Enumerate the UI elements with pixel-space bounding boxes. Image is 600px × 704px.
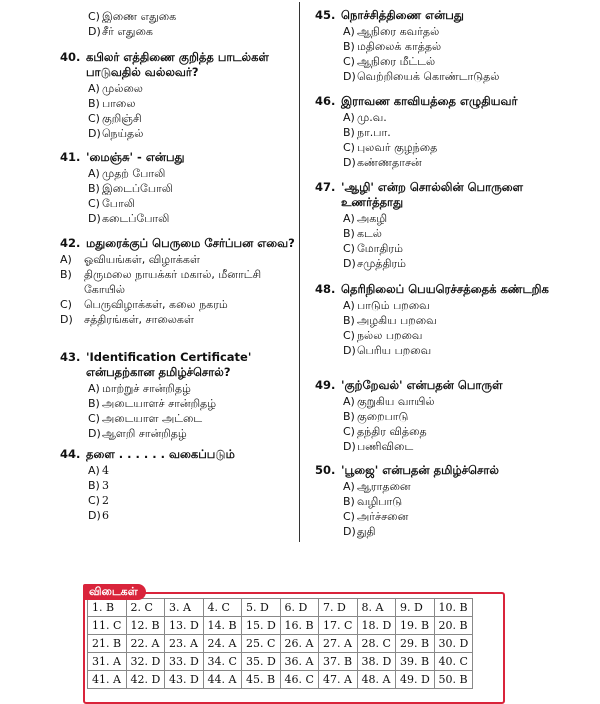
question-title bbox=[315, 94, 575, 109]
option-text: பாடும் பறவை bbox=[357, 299, 430, 312]
option-item bbox=[343, 125, 575, 140]
option-list bbox=[343, 298, 575, 358]
answer-grid bbox=[87, 598, 473, 689]
option-text: சத்திரங்கள், சாலைகள் bbox=[84, 313, 194, 326]
answer-cell: 18. D bbox=[357, 617, 396, 635]
answer-cell: 48. A bbox=[357, 671, 396, 689]
option-text: கண்ணதாசன் bbox=[357, 156, 422, 169]
answer-cell: 6. D bbox=[280, 599, 319, 617]
answer-row bbox=[88, 653, 473, 671]
column-divider bbox=[299, 2, 300, 542]
option-letter: A) bbox=[343, 111, 355, 124]
option-letter: D) bbox=[343, 257, 356, 270]
option-letter: B) bbox=[88, 182, 100, 195]
question-text: நொச்சித்திணை என்பது bbox=[341, 8, 464, 22]
option-item bbox=[60, 252, 295, 267]
answer-cell: 47. A bbox=[319, 671, 358, 689]
option-letter: C) bbox=[88, 10, 100, 23]
answer-cell: 45. B bbox=[242, 671, 281, 689]
option-text: முதற் போலி bbox=[102, 167, 166, 180]
answer-cell: 7. D bbox=[319, 599, 358, 617]
question-title bbox=[60, 150, 295, 165]
question-title bbox=[315, 378, 575, 393]
option-letter: A) bbox=[88, 167, 100, 180]
answer-cell: 30. D bbox=[434, 635, 473, 653]
option-text: நல்ல பறவை bbox=[357, 329, 423, 342]
answer-row bbox=[88, 617, 473, 635]
option-item bbox=[88, 396, 295, 411]
option-list bbox=[60, 252, 295, 327]
question-title bbox=[60, 50, 295, 80]
option-letter: D) bbox=[343, 440, 356, 453]
option-letter: C) bbox=[88, 412, 100, 425]
option-text: வெற்றியைக் கொண்டாடுதல் bbox=[357, 70, 500, 83]
question-text: 'பூஜை' என்பதன் தமிழ்ச்சொல் bbox=[341, 463, 499, 477]
option-text: 6 bbox=[102, 509, 109, 522]
option-item bbox=[343, 439, 575, 454]
option-item bbox=[88, 478, 295, 493]
option-letter: C) bbox=[88, 112, 100, 125]
option-letter: C) bbox=[343, 425, 355, 438]
option-letter: C) bbox=[343, 242, 355, 255]
question-text: இராவண காவியத்தை எழுதியவர் bbox=[341, 94, 518, 108]
option-item bbox=[88, 166, 295, 181]
option-letter: B) bbox=[88, 397, 100, 410]
option-text: பணிவிடை bbox=[357, 440, 414, 453]
question-block bbox=[60, 150, 295, 226]
option-item bbox=[343, 211, 575, 226]
option-item bbox=[343, 494, 575, 509]
option-item bbox=[88, 211, 295, 226]
question-block bbox=[315, 8, 575, 84]
option-item bbox=[343, 298, 575, 313]
option-text: பாலை bbox=[102, 97, 136, 110]
answer-cell: 17. C bbox=[319, 617, 358, 635]
option-text: கடைப்போலி bbox=[102, 212, 170, 225]
option-letter: C) bbox=[343, 329, 355, 342]
option-item bbox=[343, 409, 575, 424]
answer-cell: 12. B bbox=[126, 617, 165, 635]
option-item bbox=[343, 110, 575, 125]
question-number: 45. bbox=[315, 8, 336, 22]
answer-cell: 39. B bbox=[396, 653, 435, 671]
question-text: 'ஆழி' என்ற சொல்லின் பொருளை உணர்த்தாது bbox=[341, 180, 524, 209]
option-text: ஆளறி சான்றிதழ் bbox=[102, 427, 187, 440]
option-letter: A) bbox=[343, 480, 355, 493]
question-text: 'மைஞ்சு' - என்பது bbox=[86, 150, 185, 164]
option-text: அடையாளச் சான்றிதழ் bbox=[102, 397, 217, 410]
option-letter: A) bbox=[343, 395, 355, 408]
answer-cell: 28. C bbox=[357, 635, 396, 653]
option-list bbox=[88, 81, 295, 141]
option-text: சீர் எதுகை bbox=[102, 25, 153, 38]
question-block bbox=[60, 8, 295, 39]
question-block bbox=[60, 236, 295, 327]
question-title bbox=[315, 8, 575, 23]
option-list bbox=[88, 381, 295, 441]
option-letter: D) bbox=[60, 313, 73, 326]
option-item bbox=[88, 111, 295, 126]
question-number: 40. bbox=[60, 50, 81, 64]
answer-cell: 49. D bbox=[396, 671, 435, 689]
answer-key-header: விடைகள் bbox=[83, 584, 146, 600]
option-text: பெரிய பறவை bbox=[357, 344, 432, 357]
option-item bbox=[343, 509, 575, 524]
answer-row bbox=[88, 635, 473, 653]
answer-cell: 1. B bbox=[88, 599, 127, 617]
option-list bbox=[343, 211, 575, 271]
option-text: இணை எதுகை bbox=[102, 10, 177, 23]
option-letter: A) bbox=[343, 299, 355, 312]
answer-cell: 46. C bbox=[280, 671, 319, 689]
option-text: நெய்தல் bbox=[102, 127, 144, 140]
option-item bbox=[88, 381, 295, 396]
option-item bbox=[343, 524, 575, 539]
option-item bbox=[88, 426, 295, 441]
option-text: ஓவியங்கள், விழாக்கள் bbox=[84, 253, 200, 266]
answer-row bbox=[88, 671, 473, 689]
option-list bbox=[343, 110, 575, 170]
option-text: வழிபாடு bbox=[357, 495, 403, 508]
option-letter: D) bbox=[88, 509, 101, 522]
option-letter: A) bbox=[88, 82, 100, 95]
option-item bbox=[343, 24, 575, 39]
option-list bbox=[88, 463, 295, 523]
question-number: 42. bbox=[60, 236, 81, 250]
answer-cell: 11. C bbox=[88, 617, 127, 635]
answer-cell: 21. B bbox=[88, 635, 127, 653]
question-text: 'Identification Certificate' என்பதற்கான தமிழ்ச்சொல்? bbox=[86, 350, 252, 379]
option-text: அகழி bbox=[357, 212, 388, 225]
option-item bbox=[343, 328, 575, 343]
answer-cell: 41. A bbox=[88, 671, 127, 689]
option-item bbox=[88, 181, 295, 196]
option-text: ஆநிரை மீட்டல் bbox=[357, 55, 436, 68]
option-item bbox=[343, 479, 575, 494]
answer-cell: 31. A bbox=[88, 653, 127, 671]
question-block bbox=[315, 180, 575, 271]
option-text: மாற்றுச் சான்றிதழ் bbox=[102, 382, 191, 395]
answer-row bbox=[88, 599, 473, 617]
question-block bbox=[315, 378, 575, 454]
answer-cell: 19. B bbox=[396, 617, 435, 635]
option-letter: A) bbox=[60, 253, 72, 266]
question-number: 43. bbox=[60, 350, 81, 364]
option-item bbox=[60, 297, 295, 312]
option-text: 2 bbox=[102, 494, 109, 507]
option-text: 3 bbox=[102, 479, 109, 492]
answer-cell: 14. B bbox=[203, 617, 242, 635]
option-item bbox=[343, 69, 575, 84]
option-letter: A) bbox=[343, 212, 355, 225]
question-title bbox=[60, 236, 295, 251]
option-letter: B) bbox=[343, 40, 355, 53]
option-item bbox=[88, 81, 295, 96]
option-letter: A) bbox=[88, 382, 100, 395]
option-item bbox=[343, 54, 575, 69]
option-letter: D) bbox=[343, 156, 356, 169]
answer-cell: 27. A bbox=[319, 635, 358, 653]
question-title bbox=[315, 282, 575, 297]
question-title bbox=[60, 447, 295, 462]
question-title bbox=[60, 350, 295, 380]
answer-cell: 3. A bbox=[165, 599, 204, 617]
answer-cell: 22. A bbox=[126, 635, 165, 653]
question-number: 50. bbox=[315, 463, 336, 477]
option-list bbox=[343, 24, 575, 84]
question-block bbox=[315, 463, 575, 539]
option-list bbox=[88, 9, 295, 39]
option-text: அர்ச்சனை bbox=[357, 510, 409, 523]
answer-cell: 42. D bbox=[126, 671, 165, 689]
option-item bbox=[343, 241, 575, 256]
answer-cell: 37. B bbox=[319, 653, 358, 671]
option-list bbox=[343, 479, 575, 539]
answer-cell: 38. D bbox=[357, 653, 396, 671]
option-item bbox=[88, 126, 295, 141]
option-item bbox=[88, 463, 295, 478]
option-text: ஆநிரை கவர்தல் bbox=[357, 25, 440, 38]
question-text: தளை . . . . . . வகைப்படும் bbox=[86, 447, 235, 461]
answer-cell: 10. B bbox=[434, 599, 473, 617]
option-letter: B) bbox=[343, 410, 355, 423]
option-item bbox=[343, 140, 575, 155]
question-block bbox=[315, 94, 575, 170]
question-number: 46. bbox=[315, 94, 336, 108]
option-text: தந்திர வித்தை bbox=[357, 425, 427, 438]
option-letter: C) bbox=[343, 55, 355, 68]
answer-cell: 8. A bbox=[357, 599, 396, 617]
option-text: மு.வ. bbox=[357, 111, 387, 124]
answer-cell: 32. D bbox=[126, 653, 165, 671]
question-block bbox=[60, 447, 295, 523]
option-item bbox=[88, 9, 295, 24]
answer-cell: 20. B bbox=[434, 617, 473, 635]
answer-cell: 9. D bbox=[396, 599, 435, 617]
answer-cell: 2. C bbox=[126, 599, 165, 617]
option-item bbox=[343, 424, 575, 439]
option-text: சமுத்திரம் bbox=[357, 257, 407, 270]
option-item bbox=[88, 508, 295, 523]
answer-cell: 26. A bbox=[280, 635, 319, 653]
answer-cell: 35. D bbox=[242, 653, 281, 671]
option-text: ஆராதனை bbox=[357, 480, 411, 493]
option-letter: B) bbox=[60, 268, 72, 281]
option-letter: D) bbox=[88, 427, 101, 440]
option-text: துதி bbox=[357, 525, 376, 538]
question-number: 44. bbox=[60, 447, 81, 461]
question-text: மதுரைக்குப் பெருமை சேர்ப்பன எவை? bbox=[86, 236, 295, 250]
option-text: போலி bbox=[102, 197, 135, 210]
option-letter: C) bbox=[343, 510, 355, 523]
answer-cell: 44. A bbox=[203, 671, 242, 689]
option-text: குறைபாடு bbox=[357, 410, 409, 423]
question-title bbox=[315, 463, 575, 478]
option-text: பெருவிழாக்கள், கலை நகரம் bbox=[84, 298, 228, 311]
option-letter: D) bbox=[88, 25, 101, 38]
option-text: அழகிய பறவை bbox=[357, 314, 437, 327]
option-text: குறுகிய வாயில் bbox=[357, 395, 435, 408]
question-text: 'குற்றேவல்' என்பதன் பொருள் bbox=[341, 378, 503, 392]
option-letter: D) bbox=[88, 127, 101, 140]
option-text: மதிலைக் காத்தல் bbox=[357, 40, 442, 53]
option-text: திருமலை நாயக்கர் மகால், மீனாட்சி கோயில் bbox=[84, 268, 262, 296]
option-letter: B) bbox=[343, 314, 355, 327]
answer-cell: 29. B bbox=[396, 635, 435, 653]
option-item bbox=[88, 96, 295, 111]
option-text: 4 bbox=[102, 464, 109, 477]
option-item bbox=[88, 411, 295, 426]
option-letter: B) bbox=[88, 97, 100, 110]
option-letter: B) bbox=[343, 126, 355, 139]
question-number: 47. bbox=[315, 180, 336, 194]
option-letter: D) bbox=[343, 525, 356, 538]
option-item bbox=[60, 267, 295, 297]
option-letter: C) bbox=[88, 197, 100, 210]
answer-cell: 23. A bbox=[165, 635, 204, 653]
answer-cell: 40. C bbox=[434, 653, 473, 671]
question-number: 49. bbox=[315, 378, 336, 392]
option-letter: C) bbox=[60, 298, 72, 311]
option-letter: C) bbox=[343, 141, 355, 154]
question-text: கபிலர் எத்திணை குறித்த பாடல்கள் பாடுவதில் வல்லவர்? bbox=[86, 50, 269, 79]
answer-cell: 4. C bbox=[203, 599, 242, 617]
option-letter: C) bbox=[88, 494, 100, 507]
option-text: முல்லை bbox=[102, 82, 143, 95]
answer-cell: 13. D bbox=[165, 617, 204, 635]
option-list bbox=[343, 394, 575, 454]
option-text: கடல் bbox=[357, 227, 382, 240]
option-letter: A) bbox=[343, 25, 355, 38]
option-letter: B) bbox=[343, 227, 355, 240]
option-letter: D) bbox=[343, 344, 356, 357]
question-block bbox=[60, 50, 295, 141]
option-letter: A) bbox=[88, 464, 100, 477]
question-block bbox=[60, 350, 295, 441]
option-text: நா.பா. bbox=[357, 126, 391, 139]
question-title bbox=[315, 180, 575, 210]
answer-cell: 25. C bbox=[242, 635, 281, 653]
option-text: குறிஞ்சி bbox=[102, 112, 142, 125]
answer-cell: 24. A bbox=[203, 635, 242, 653]
question-number: 48. bbox=[315, 282, 336, 296]
option-text: இடைப்போலி bbox=[102, 182, 173, 195]
option-item bbox=[343, 256, 575, 271]
option-item bbox=[343, 343, 575, 358]
option-text: புலவர் குழந்தை bbox=[357, 141, 438, 154]
option-item bbox=[343, 39, 575, 54]
answer-cell: 5. D bbox=[242, 599, 281, 617]
question-block bbox=[315, 282, 575, 358]
option-item bbox=[88, 196, 295, 211]
option-item bbox=[60, 312, 295, 327]
option-letter: D) bbox=[343, 70, 356, 83]
option-item bbox=[88, 493, 295, 508]
option-item bbox=[88, 24, 295, 39]
question-text: தெரிநிலைப் பெயரெச்சத்தைக் கண்டறிக bbox=[341, 282, 549, 296]
option-item bbox=[343, 394, 575, 409]
option-item bbox=[343, 313, 575, 328]
answer-cell: 43. D bbox=[165, 671, 204, 689]
option-letter: D) bbox=[88, 212, 101, 225]
option-text: மோதிரம் bbox=[357, 242, 403, 255]
option-item bbox=[343, 155, 575, 170]
answer-cell: 34. C bbox=[203, 653, 242, 671]
option-list bbox=[88, 166, 295, 226]
option-text: அடையாள அட்டை bbox=[102, 412, 203, 425]
question-number: 41. bbox=[60, 150, 81, 164]
option-letter: B) bbox=[88, 479, 100, 492]
option-item bbox=[343, 226, 575, 241]
answer-cell: 33. D bbox=[165, 653, 204, 671]
answer-cell: 15. D bbox=[242, 617, 281, 635]
answer-cell: 50. B bbox=[434, 671, 473, 689]
answer-cell: 36. A bbox=[280, 653, 319, 671]
option-letter: B) bbox=[343, 495, 355, 508]
answer-cell: 16. B bbox=[280, 617, 319, 635]
